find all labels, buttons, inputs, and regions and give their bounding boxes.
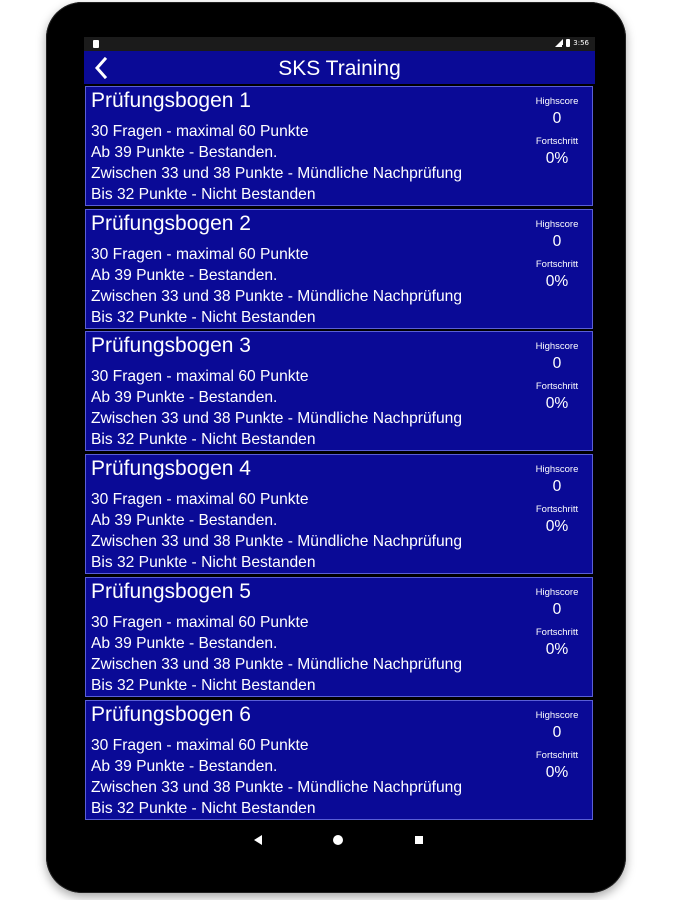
- exam-title: Prüfungsbogen 2: [91, 212, 251, 235]
- progress-value: 0%: [545, 518, 569, 535]
- exam-info-pass: Ab 39 Punkte - Bestanden.: [91, 635, 278, 652]
- exam-card-4[interactable]: [85, 454, 593, 574]
- exam-card-5[interactable]: [85, 577, 593, 697]
- exam-title: Prüfungsbogen 3: [91, 334, 251, 357]
- exam-info-questions: 30 Fragen - maximal 60 Punkte: [91, 491, 309, 508]
- exam-info-fail: Bis 32 Punkte - Nicht Bestanden: [91, 800, 316, 817]
- nav-recents-button[interactable]: [409, 830, 429, 850]
- highscore-value: 0: [552, 233, 562, 250]
- exam-info-fail: Bis 32 Punkte - Nicht Bestanden: [91, 431, 316, 448]
- progress-value: 0%: [545, 150, 569, 167]
- progress-label: Fortschritt: [535, 504, 579, 515]
- exam-info-questions: 30 Fragen - maximal 60 Punkte: [91, 123, 309, 140]
- exam-info-fail: Bis 32 Punkte - Nicht Bestanden: [91, 677, 316, 694]
- highscore-label: Highscore: [535, 587, 579, 598]
- exam-info-oral: Zwischen 33 und 38 Punkte - Mündliche Nachprüfung: [91, 533, 463, 550]
- exam-info-questions: 30 Fragen - maximal 60 Punkte: [91, 614, 309, 631]
- progress-label: Fortschritt: [535, 750, 579, 761]
- exam-info-fail: Bis 32 Punkte - Nicht Bestanden: [91, 554, 316, 571]
- sd-card-icon: [93, 40, 99, 48]
- exam-info-oral: Zwischen 33 und 38 Punkte - Mündliche Nachprüfung: [91, 288, 463, 305]
- exam-info-pass: Ab 39 Punkte - Bestanden.: [91, 389, 278, 406]
- highscore-value: 0: [552, 110, 562, 127]
- exam-info-questions: 30 Fragen - maximal 60 Punkte: [91, 246, 309, 263]
- highscore-value: 0: [552, 478, 562, 495]
- progress-label: Fortschritt: [535, 136, 579, 147]
- exam-info-pass: Ab 39 Punkte - Bestanden.: [91, 267, 278, 284]
- exam-title: Prüfungsbogen 4: [91, 457, 251, 480]
- progress-label: Fortschritt: [535, 381, 579, 392]
- status-icons: [555, 39, 589, 47]
- exam-info-oral: Zwischen 33 und 38 Punkte - Mündliche Nachprüfung: [91, 165, 463, 182]
- exam-list: [84, 84, 595, 822]
- highscore-value: 0: [552, 724, 562, 741]
- exam-title: Prüfungsbogen 6: [91, 703, 251, 726]
- exam-info-questions: 30 Fragen - maximal 60 Punkte: [91, 737, 309, 754]
- exam-card-6[interactable]: [85, 700, 593, 820]
- progress-label: Fortschritt: [535, 259, 579, 270]
- app-bar: [84, 51, 595, 84]
- recents-square-icon: [413, 834, 425, 846]
- status-time: 3:56: [573, 39, 589, 47]
- exam-info-oral: Zwischen 33 und 38 Punkte - Mündliche Nachprüfung: [91, 779, 463, 796]
- app-title: SKS Training: [278, 57, 401, 80]
- signal-icon: [555, 39, 563, 47]
- exam-info-oral: Zwischen 33 und 38 Punkte - Mündliche Nachprüfung: [91, 410, 463, 427]
- highscore-value: 0: [552, 355, 562, 372]
- nav-back-button[interactable]: [248, 830, 268, 850]
- exam-info-questions: 30 Fragen - maximal 60 Punkte: [91, 368, 309, 385]
- progress-value: 0%: [545, 273, 569, 290]
- progress-value: 0%: [545, 641, 569, 658]
- highscore-label: Highscore: [535, 341, 579, 352]
- exam-info-pass: Ab 39 Punkte - Bestanden.: [91, 144, 278, 161]
- exam-info-fail: Bis 32 Punkte - Nicht Bestanden: [91, 186, 316, 203]
- highscore-value: 0: [552, 601, 562, 618]
- exam-title: Prüfungsbogen 5: [91, 580, 251, 603]
- exam-card-3[interactable]: [85, 331, 593, 451]
- back-triangle-icon: [252, 834, 264, 846]
- highscore-label: Highscore: [535, 710, 579, 721]
- exam-info-fail: Bis 32 Punkte - Nicht Bestanden: [91, 309, 316, 326]
- status-bar: [84, 37, 595, 51]
- exam-card-2[interactable]: [85, 209, 593, 329]
- screen: [84, 37, 595, 858]
- highscore-label: Highscore: [535, 464, 579, 475]
- home-circle-icon: [332, 834, 344, 846]
- exam-title: Prüfungsbogen 1: [91, 89, 251, 112]
- exam-info-pass: Ab 39 Punkte - Bestanden.: [91, 758, 278, 775]
- progress-value: 0%: [545, 764, 569, 781]
- exam-info-pass: Ab 39 Punkte - Bestanden.: [91, 512, 278, 529]
- exam-info-oral: Zwischen 33 und 38 Punkte - Mündliche Nachprüfung: [91, 656, 463, 673]
- progress-label: Fortschritt: [535, 627, 579, 638]
- nav-home-button[interactable]: [328, 830, 348, 850]
- highscore-label: Highscore: [535, 96, 579, 107]
- system-nav-bar: [84, 822, 595, 858]
- progress-value: 0%: [545, 395, 569, 412]
- highscore-label: Highscore: [535, 219, 579, 230]
- battery-icon: [566, 39, 570, 47]
- exam-card-1[interactable]: [85, 86, 593, 206]
